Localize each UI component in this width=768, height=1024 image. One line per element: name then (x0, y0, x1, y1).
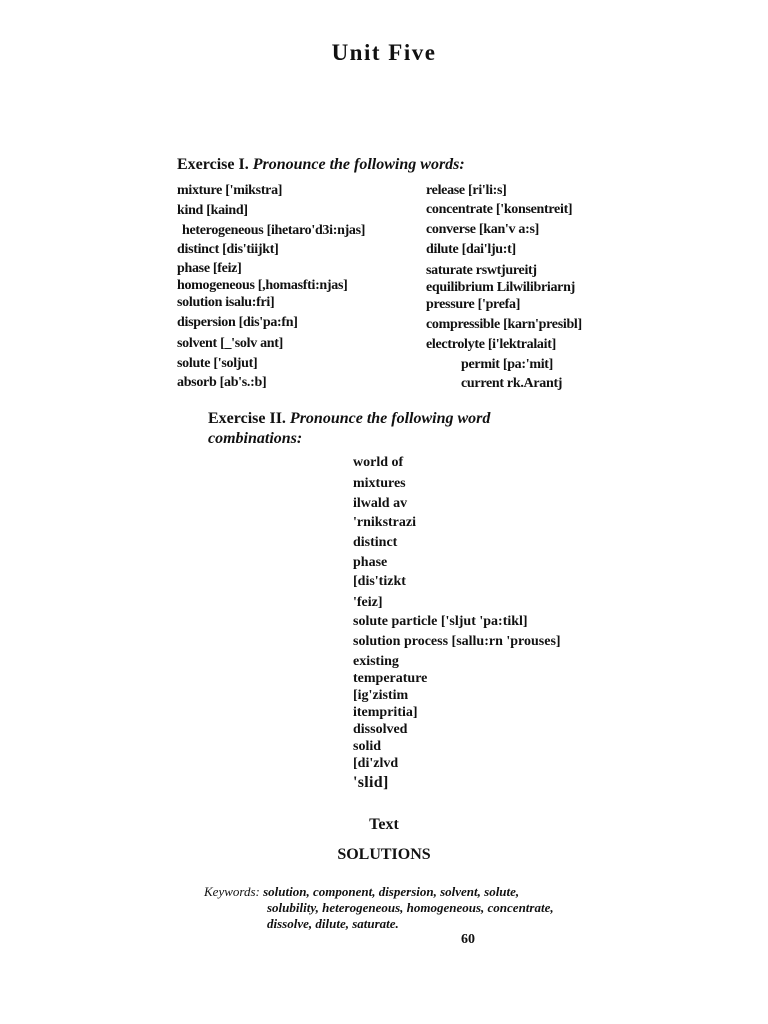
combination-item: [ig'zistim (353, 688, 409, 703)
text-heading: Text (369, 816, 399, 833)
combination-item: 'feiz] (353, 595, 383, 610)
exercise-2-instruction: Pronounce the following word (289, 410, 491, 427)
keywords-label: Keywords: (204, 884, 260, 899)
exercise-2-heading (208, 410, 490, 428)
combination-item: phase (353, 555, 388, 570)
word-item: compressible [karn'presibl] (426, 317, 582, 332)
combination-item: [di'zlvd (353, 756, 399, 771)
combination-item: solid (353, 739, 382, 754)
word-item: concentrate ['konsentreit] (426, 202, 573, 217)
exercise-1-label: Exercise I. (177, 156, 249, 173)
exercise-2-instruction-cont: combinations: (208, 430, 303, 447)
word-item: phase [feiz] (177, 261, 242, 276)
word-item: kind [kaind] (177, 203, 248, 218)
word-item: solution isalu:fri] (177, 295, 275, 310)
word-item: equilibrium Lilwilibriarnj (426, 280, 575, 295)
exercise-2-heading-cont (208, 430, 302, 448)
keywords-text: solution, component, dispersion, solvent, solute, (263, 884, 520, 899)
word-item: pressure ['prefa] (426, 297, 521, 312)
keywords-line-3: dissolve, dilute, saturate. (267, 916, 399, 931)
word-item: permit [pa:'mit] (461, 357, 554, 372)
exercise-1-instruction: Pronounce the following words: (252, 156, 465, 173)
word-item: release [ri'li:s] (426, 183, 507, 198)
combination-item: itempritia] (353, 705, 418, 720)
combination-item: distinct (353, 535, 398, 550)
word-item: current rk.Arantj (461, 376, 563, 391)
word-item: dilute [dai'lju:t] (426, 242, 516, 257)
text-title: SOLUTIONS (337, 846, 431, 863)
combination-item: 'rnikstrazi (353, 515, 416, 530)
word-item: distinct [dis'tiijkt] (177, 242, 279, 257)
combination-item: ilwald av (353, 496, 408, 511)
combination-item: dissolved (353, 722, 408, 737)
exercise-1-heading (177, 156, 465, 174)
word-item: saturate rswtjureitj (426, 263, 537, 278)
word-item: heterogeneous [ihetaro'd3i:njas] (182, 223, 366, 238)
word-item: mixture ['mikstra] (177, 183, 283, 198)
word-item: electrolyte [i'lektralait] (426, 337, 556, 352)
page-number: 60 (461, 932, 475, 947)
word-item: dispersion [dis'pa:fn] (177, 315, 298, 330)
word-item: absorb [ab's.:b] (177, 375, 267, 390)
combination-item: temperature (353, 671, 428, 686)
word-item: solvent [_'solv ant] (177, 336, 284, 351)
word-item: solute ['soljut] (177, 356, 258, 371)
word-item: homogeneous [,homasfti:njas] (177, 278, 348, 293)
combination-item: solute particle ['sljut 'pa:tikl] (353, 614, 528, 629)
exercise-2-label: Exercise II. (208, 410, 286, 427)
combination-item: [dis'tizkt (353, 574, 406, 589)
combination-item: world of (353, 455, 404, 470)
word-item: converse [kan'v a:s] (426, 222, 539, 237)
unit-title: Unit Five (331, 40, 437, 65)
combination-item: existing (353, 654, 399, 669)
combination-item: 'slid] (353, 774, 389, 791)
keywords-line-1 (204, 884, 519, 900)
combination-item: solution process [sallu:rn 'prouses] (353, 634, 561, 649)
combination-item: mixtures (353, 476, 406, 491)
keywords-line-2: solubility, heterogeneous, homogeneous, concentrate, (267, 900, 554, 915)
